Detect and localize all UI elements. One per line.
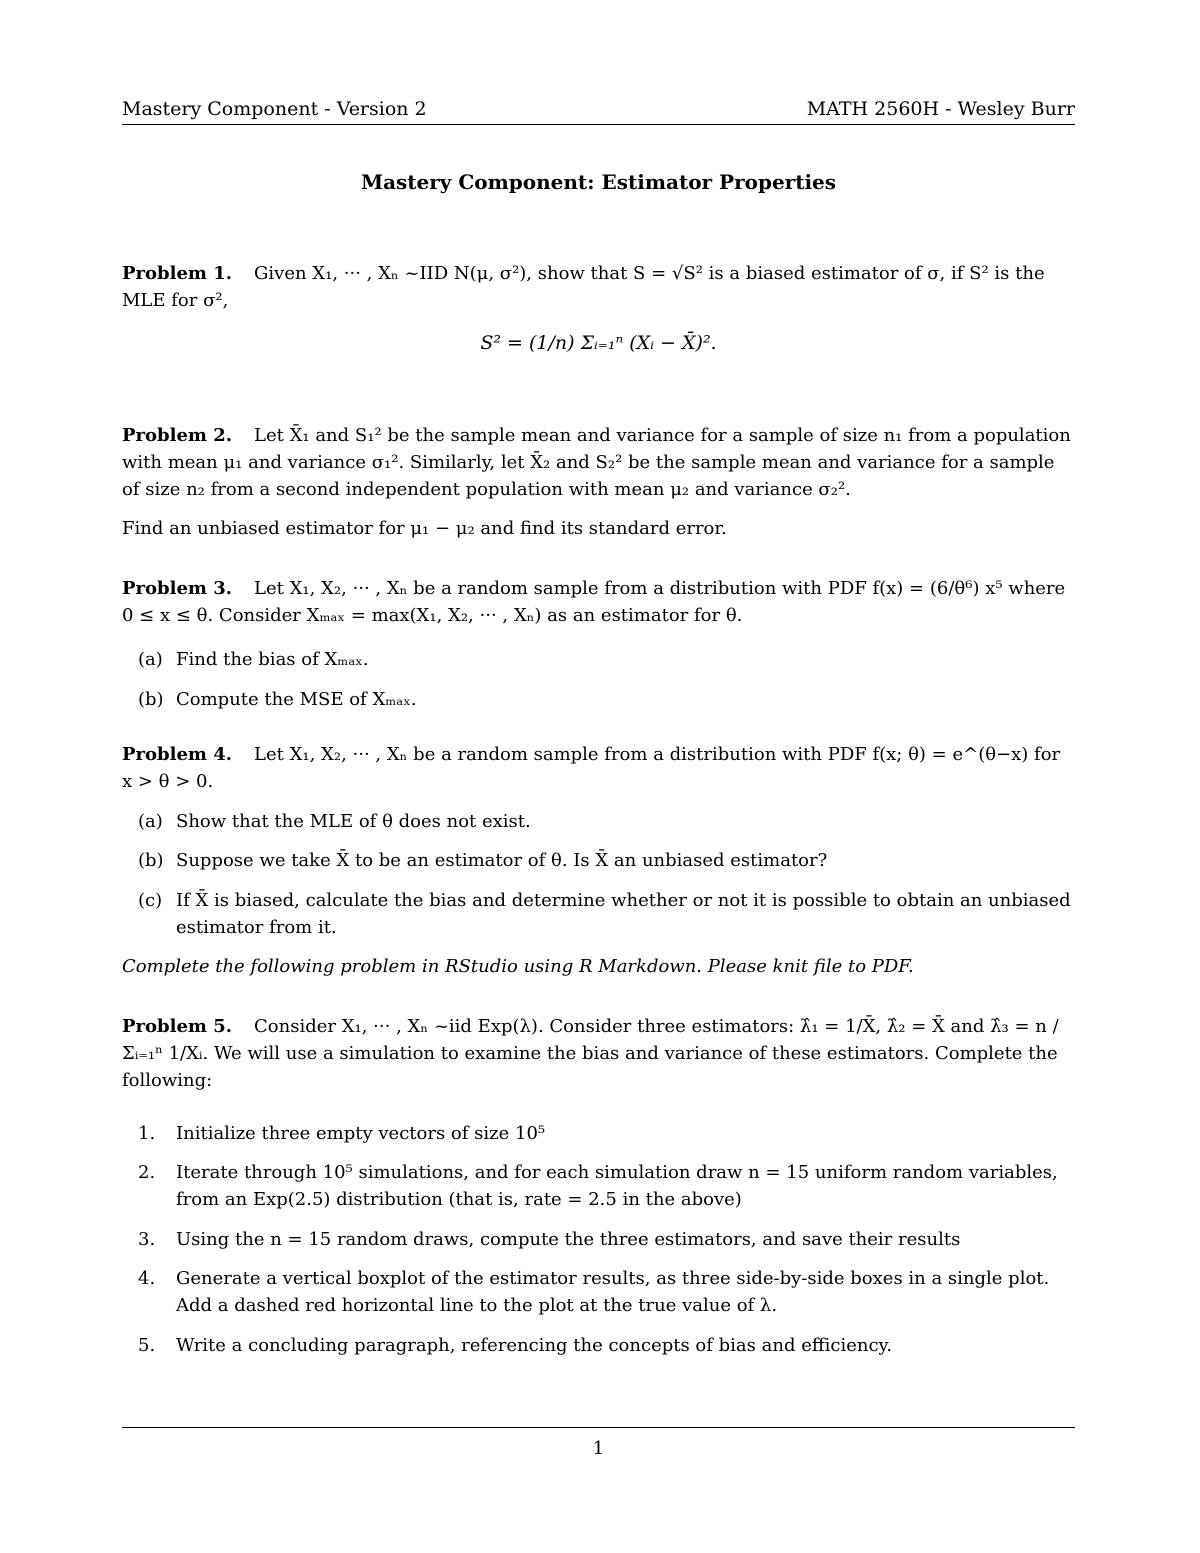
problem-1-text: Given X₁, ··· , Xₙ ~IID N(μ, σ²), show that S = √S² is a biased estimator of σ, if S² is the MLE for σ²,: [122, 263, 1045, 311]
problem-4-text: Let X₁, X₂, ··· , Xₙ be a random sample from a distribution with PDF f(x; θ) = e^(θ−x) for x > θ > 0.: [122, 744, 1061, 792]
problem-2-text2: Find an unbiased estimator for μ₁ − μ₂ and find its standard error.: [122, 518, 727, 539]
problem-2-label: Problem 2.: [122, 425, 233, 446]
part-text: Find the bias of Xₘₐₓ.: [176, 649, 369, 670]
problem-1: [122, 260, 1075, 314]
problem-3-text: Let X₁, X₂, ··· , Xₙ be a random sample from a distribution with PDF f(x) = (6/θ⁶) x⁵ where 0 ≤ x ≤ θ. Consider Xₘₐₓ = max(X₁, X₂, ··· , Xₙ) as an estimator for θ.: [122, 578, 1066, 626]
step-number: 1.: [138, 1123, 156, 1144]
step-number: 3.: [138, 1229, 156, 1250]
problem-2-text: Let X̄₁ and S₁² be the sample mean and variance for a sample of size n₁ from a population with mean μ₁ and variance σ₁². Similarly, let X̄₂ and S₂² be the sample mean and variance for a sample of size n₂ from a second independent population with mean μ₂ and variance σ₂².: [122, 425, 1071, 500]
problem-1-label: Problem 1.: [122, 263, 233, 284]
header-right: MATH 2560H - Wesley Burr: [806, 98, 1075, 120]
part-text: Compute the MSE of Xₘₐₓ.: [176, 689, 417, 710]
problem-3-label: Problem 3.: [122, 578, 233, 599]
step-text: Iterate through 10⁵ simulations, and for each simulation draw n = 15 uniform random variables, from an Exp(2.5) distribution (that is, rate = 2.5 in the above): [176, 1162, 1058, 1210]
problem-5-text: Consider X₁, ··· , Xₙ ~iid Exp(λ). Consider three estimators: λ̂₁ = 1/X̄, λ̂₂ = X̄ and λ̂₃ = n / Σᵢ₌₁ⁿ 1/Xᵢ. We will use a simulation to examine the bias and variance of these estimators. Complete the following:: [122, 1016, 1059, 1091]
step-number: 4.: [138, 1268, 156, 1289]
problem-2: [122, 422, 1075, 503]
header-left: Mastery Component - Version 2: [122, 98, 427, 120]
part-text: Suppose we take X̄ to be an estimator of θ. Is X̄ an unbiased estimator?: [176, 850, 828, 871]
step-number: 2.: [138, 1162, 156, 1183]
step-text: Write a concluding paragraph, referencing the concepts of bias and efficiency.: [176, 1335, 893, 1356]
problem-5-label: Problem 5.: [122, 1016, 233, 1037]
problem-4-label: Problem 4.: [122, 744, 233, 765]
page-title: Mastery Component: Estimator Properties: [360, 170, 837, 194]
step-text: Using the n = 15 random draws, compute the three estimators, and save their results: [176, 1229, 961, 1250]
problem-1-formula: S² = (1/n) Σᵢ₌₁ⁿ (Xᵢ − X̄)².: [480, 332, 717, 354]
footer-rule: [122, 1427, 1075, 1428]
running-header: [122, 96, 1075, 125]
part-label: (a): [138, 811, 163, 832]
step-text: Generate a vertical boxplot of the estimator results, as three side-by-side boxes in a single plot. Add a dashed red horizontal line to the plot at the true value of λ.: [176, 1268, 1050, 1316]
step-text: Initialize three empty vectors of size 10⁵: [176, 1123, 546, 1144]
part-label: (b): [138, 850, 164, 871]
problem-3: [122, 575, 1075, 629]
part-label: (c): [138, 890, 163, 911]
part-text: If X̄ is biased, calculate the bias and determine whether or not it is possible to obtain an unbiased estimator from it.: [176, 890, 1071, 938]
instruction-note: Complete the following problem in RStudio using R Markdown. Please knit file to PDF.: [122, 956, 914, 977]
problem-5: [122, 1013, 1075, 1094]
part-label: (a): [138, 649, 163, 670]
part-text: Show that the MLE of θ does not exist.: [176, 811, 531, 832]
part-label: (b): [138, 689, 164, 710]
page-number: 1: [592, 1438, 605, 1459]
step-number: 5.: [138, 1335, 156, 1356]
problem-4: [122, 741, 1075, 795]
